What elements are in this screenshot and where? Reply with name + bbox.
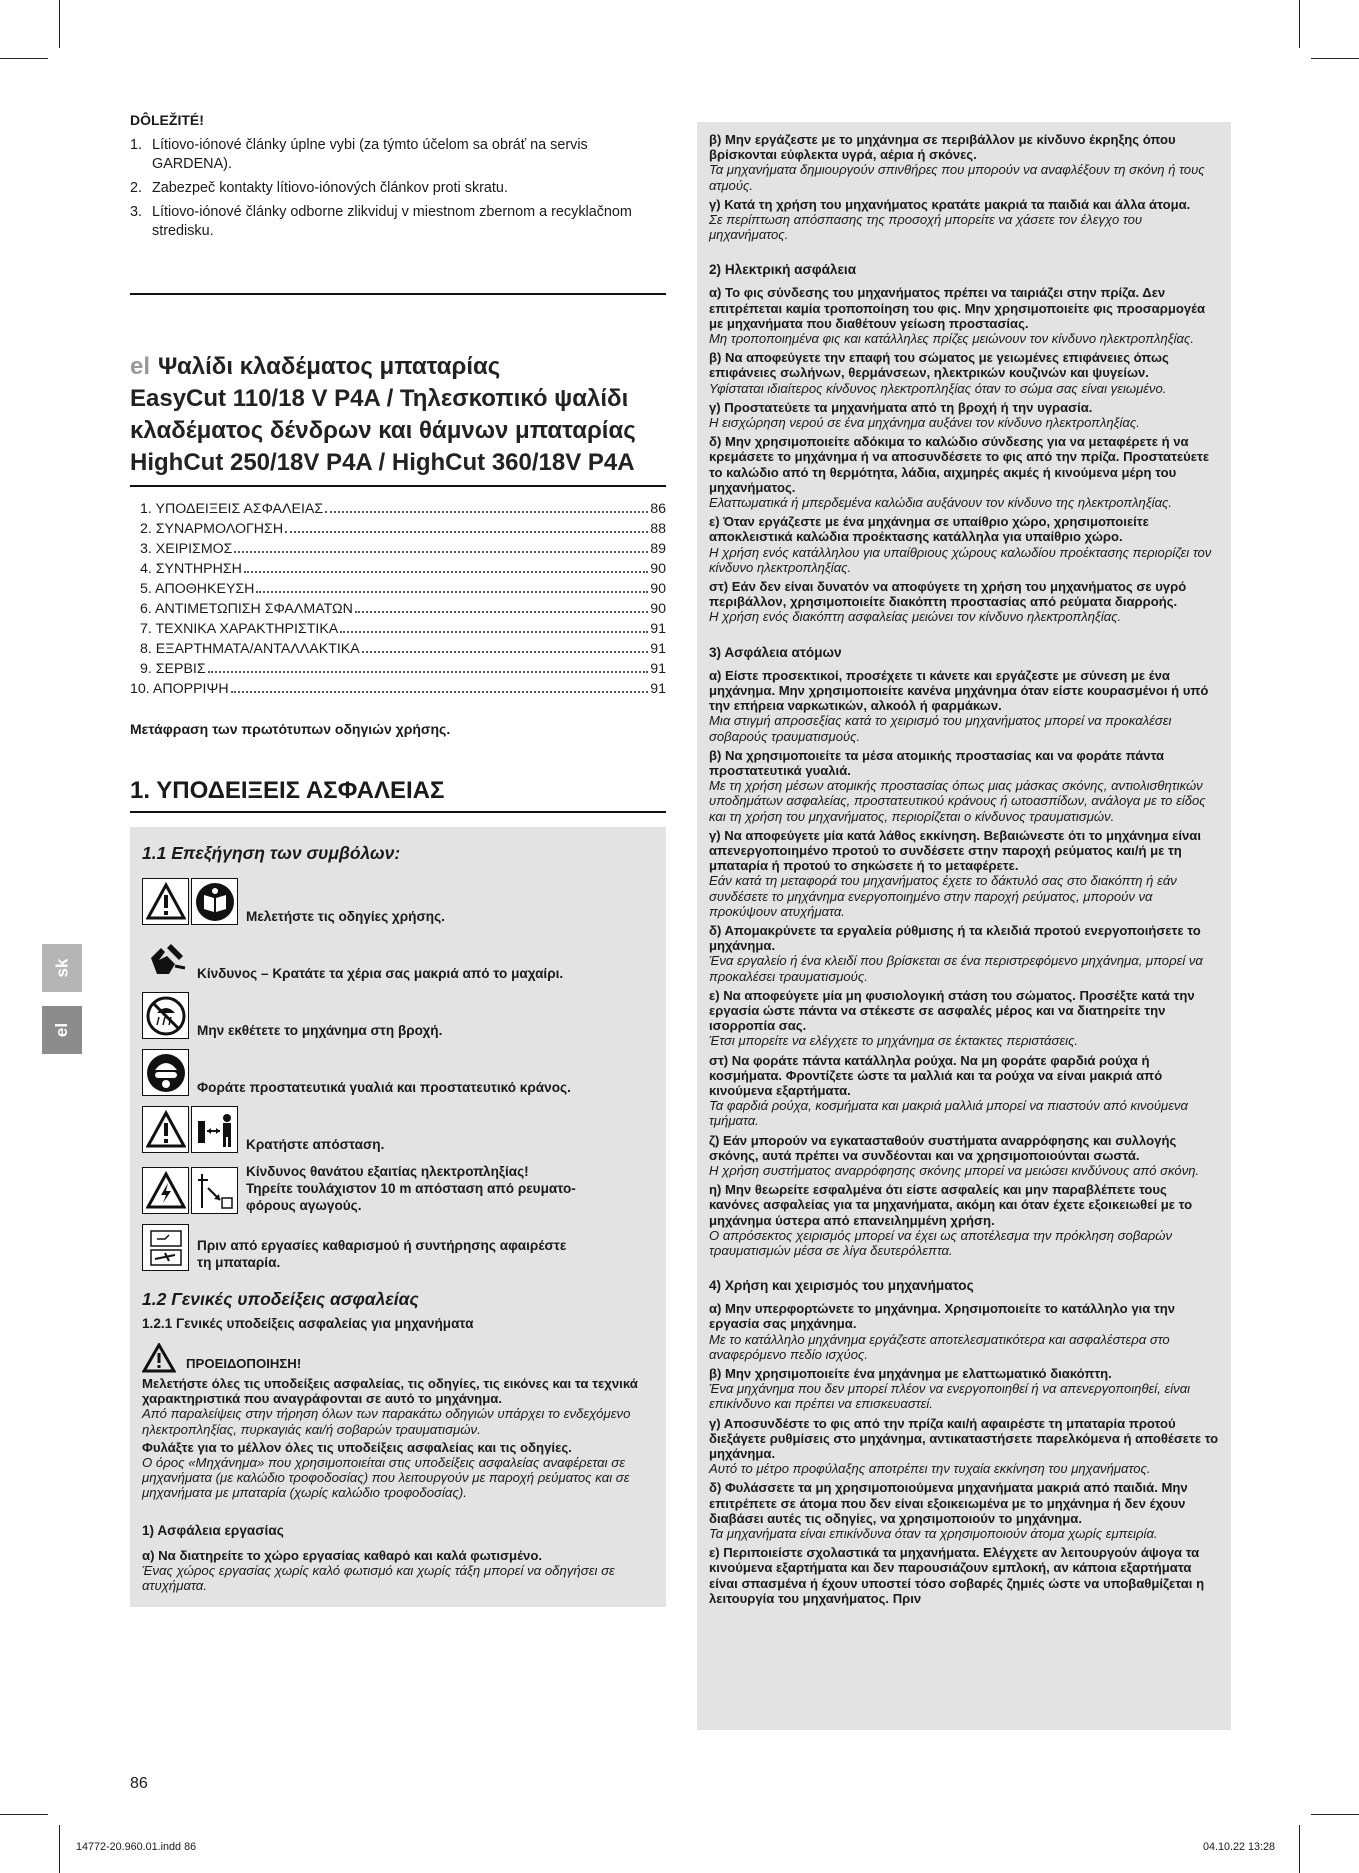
list-item: 2. Zabezpeč kontakty lítiovo-iónových článkov proti skratu. bbox=[130, 180, 508, 196]
paragraph: γ) Κατά τη χρήση του μηχανήματος κρατάτε μακριά τα παιδιά και άλλα άτομα. bbox=[709, 196, 1191, 212]
no-rain-icon bbox=[142, 992, 189, 1039]
paragraph: Τα μηχανήματα είναι επικίνδυνα όταν τα χρησιμοποιούν άτομα χωρίς εμπειρία. bbox=[709, 1526, 1158, 1542]
paragraph: η) Μην θεωρείτε εσφαλμένα ότι είστε ασφαλείς και μην παραβλέπετε τους κανόνες ασφαλείας για τα μηχανήματα, ακόμη και όταν έχετε εξοικειωθεί με το μηχάνημα ύστερα από επανειλημμένη χρήση. bbox=[709, 1182, 1193, 1228]
toc-row[interactable]: 5. ΑΠΟΘΗΚΕΥΣΗ 90 bbox=[140, 581, 666, 597]
symbol-text: Πριν από εργασίες καθαρισμού ή συντήρησης αφαιρέστε τη μπαταρία. bbox=[197, 1238, 567, 1270]
warning-triangle-icon bbox=[142, 1106, 189, 1153]
paragraph: ε) Να αποφεύγετε μία μη φυσιολογική στάση του σώματος. Προσέξτε κατά την εργασία ώστε πάντα να στέκεστε σε ασφαλές μέρος και να διατηρείτε την ισορροπία σας. bbox=[709, 987, 1195, 1034]
slovak-important-title: DÔLEŽITÉ! bbox=[130, 112, 204, 128]
paragraph: β) Μην χρησιμοποιείτε ένα μηχάνημα με ελαττωματικό διακόπτη. bbox=[709, 1366, 1112, 1382]
paragraph: Μελετήστε όλες τις υποδείξεις ασφαλείας, τις οδηγίες, τις εικόνες και τα τεχνικά χαρακτηριστικά που αναγράφονται σε αυτό το μηχάνημα. bbox=[142, 1376, 638, 1407]
paragraph: Φυλάξτε για το μέλλον όλες τις υποδείξεις ασφαλείας και τις οδηγίες. bbox=[142, 1439, 572, 1455]
crop-mark bbox=[59, 0, 60, 48]
left-column bbox=[130, 112, 666, 1607]
warning-row bbox=[142, 1343, 654, 1373]
keep-distance-icon bbox=[191, 1106, 238, 1153]
paragraph: ε) Περιποιείστε σχολαστικά τα μηχανήματα. Ελέγχετε αν λειτουργούν άψογα τα κινούμενα εξαρτήματα και δεν παρουσιάζουν εμπλοκή, αν κάποια εξαρτήματα είναι σπασμένα ή έχουν υποστεί τόσο σοβαρές ζημιές ώστε να υποβαθμίζεται η λειτουργία του μηχανήματος. Πριν bbox=[709, 1545, 1205, 1606]
list-item: 3. Lítiovo-iónové články odborne zlikviduj v miestnom zbernom a recyklačnom stredisku. bbox=[130, 204, 632, 239]
crop-mark bbox=[59, 1825, 60, 1873]
paragraph: Με το κατάλληλο μηχάνημα εργάζεστε αποτελεσματικότερα και ασφαλέστερα στο αναφερόμενο πεδίο ισχύος. bbox=[709, 1331, 1170, 1362]
toc-row[interactable]: 2. ΣΥΝΑΡΜΟΛΟΓΗΣΗ 88 bbox=[140, 521, 666, 537]
paragraph: Ένας χώρος εργασίας χωρίς καλό φωτισμό και χωρίς τάξη μπορεί να οδηγήσει σε ατυχήματα. bbox=[142, 1562, 615, 1594]
paragraph: Ο όρος «Μηχάνημα» που χρησιμοποιείται στις υποδείξεις ασφαλείας αναφέρεται σε μηχανήματα (με καλώδιο τροφοδοσίας) που λειτουργούν με παροχή ρεύματος και σε μηχανήματα με μπαταρία (χωρίς καλώδιο τροφοδοσίας). bbox=[142, 1455, 630, 1501]
hand-cut-icon bbox=[142, 935, 189, 982]
symbol-row bbox=[142, 878, 654, 925]
warning-triangle-icon bbox=[142, 878, 189, 925]
symbol-row bbox=[142, 992, 654, 1039]
toc-row[interactable]: 1. ΥΠΟΔΕΙΞΕΙΣ ΑΣΦΑΛΕΙΑΣ 86 bbox=[140, 501, 666, 517]
crop-mark bbox=[1311, 58, 1359, 59]
paragraph: Τα μηχανήματα δημιουργούν σπινθήρες που μπορούν να αναφλέξουν τη σκόνη ή τους ατμούς. bbox=[709, 162, 1205, 193]
read-manual-icon bbox=[191, 878, 238, 925]
toc-row[interactable]: 10. ΑΠΟΡΡΙΨΗ 91 bbox=[130, 681, 666, 697]
toc-row[interactable]: 8. ΕΞΑΡΤΗΜΑΤΑ/ΑΝΤΑΛΛΑΚΤΙΚΑ 91 bbox=[140, 641, 666, 657]
right-column bbox=[697, 122, 1231, 1730]
slovak-list bbox=[130, 136, 666, 241]
symbol-text: Φοράτε προστατευτικά γυαλιά και προστατευτικό κράνος. bbox=[197, 1080, 571, 1095]
toc-row[interactable]: 4. ΣΥΝΤΗΡΗΣΗ 90 bbox=[140, 561, 666, 577]
paragraph: Έτσι μπορείτε να ελέγχετε το μηχάνημα σε έκτακτες περιστάσεις. bbox=[709, 1033, 1079, 1049]
goggles-helmet-icon bbox=[142, 1049, 189, 1096]
paragraph: ε) Όταν εργάζεστε με ένα μηχάνημα σε υπαίθριο χώρο, χρησιμοποιείτε αποκλειστικά καλώδια προέκτασης κατάλληλα για υπαίθριο χώρο. bbox=[709, 514, 1149, 545]
paragraph: β) Μην εργάζεστε με το μηχάνημα σε περιβάλλον με κίνδυνο έκρηξης όπου βρίσκονται εύφλεκτα υγρά, αέρια ή σκόνες. bbox=[709, 132, 1176, 163]
section-heading: 4) Χρήση και χειρισμός του μηχανήματος bbox=[709, 1278, 974, 1294]
subsection-heading: 1.2.1 Γενικές υποδείξεις ασφαλείας για μηχανήματα bbox=[142, 1316, 474, 1331]
symbol-text: Κρατήστε απόσταση. bbox=[246, 1137, 385, 1152]
divider bbox=[130, 811, 666, 813]
paragraph: γ) Να αποφεύγετε μία κατά λάθος εκκίνηση. Βεβαιώνεστε ότι το μηχάνημα είναι απενεργοποιημένο προτού το συνδέσετε στην παροχή ρεύματος και/ή με τη μπαταρία ή προτού το σηκώσετε ή το μεταφέρετε. bbox=[709, 827, 1201, 874]
paragraph: γ) Προστατεύετε τα μηχανήματα από τη βροχή ή την υγρασία. bbox=[709, 399, 1093, 415]
symbol-text: Κίνδυνος θανάτου εξαιτίας ηλεκτροπληξίας! Τηρείτε τουλάχιστον 10 m απόσταση από ρευματο- φόρους αγωγούς. bbox=[246, 1164, 576, 1213]
language-tab-sk: sk bbox=[42, 944, 82, 992]
paragraph: β) Να χρησιμοποιείτε τα μέσα ατομικής προστασίας και να φοράτε πάντα προστατευτικά γυαλιά. bbox=[709, 747, 1165, 778]
warning-triangle-icon bbox=[142, 1343, 176, 1373]
paragraph: Ο απρόσεκτος χειρισμός μπορεί να έχει ως αποτέλεσμα την πρόκληση σοβαρών τραυματισμών μέσα σε λίγα δευτερόλεπτα. bbox=[709, 1227, 1173, 1258]
paragraph: Η εισχώρηση νερού σε ένα μηχάνημα αυξάνει τον κίνδυνο ηλεκτροπληξίας. bbox=[709, 415, 1140, 431]
symbol-row bbox=[142, 1049, 654, 1096]
section-heading: 1) Ασφάλεια εργασίας bbox=[142, 1522, 284, 1538]
paragraph: Μια στιγμή απροσεξίας κατά το χειρισμό του μηχανήματος μπορεί να προκαλέσει σοβαρούς τραυματισμούς. bbox=[709, 713, 1172, 744]
divider bbox=[130, 485, 666, 487]
toc-row[interactable]: 7. ΤΕΧΝΙΚΑ ΧΑΡΑΚΤΗΡΙΣΤΙΚΑ 91 bbox=[140, 621, 666, 637]
crop-mark bbox=[1299, 0, 1300, 48]
paragraph: Μη τροποποιημένα φις και κατάλληλες πρίζες μειώνουν τον κίνδυνο ηλεκτροπληξίας. bbox=[709, 331, 1194, 347]
paragraph: δ) Μην χρησιμοποιείτε αδόκιμα το καλώδιο σύνδεσης για να μεταφέρετε ή να κρεμάσετε το μηχάνημα ή να αποσυνδέσετε το φις από την πρίζα. Προστατεύετε το καλώδιο από τη θερμότητα, λάδια, αιχμηρές ακμές ή κινούμενα μέρη του μηχανήματος. bbox=[709, 434, 1210, 495]
toc-row[interactable]: 6. ΑΝΤΙΜΕΤΩΠΙΣΗ ΣΦΑΛΜΑΤΩΝ 90 bbox=[140, 601, 666, 617]
crop-mark bbox=[1299, 1825, 1300, 1873]
paragraph: α) Το φις σύνδεσης του μηχανήματος πρέπει να ταιριάζει στην πρίζα. Δεν επιτρέπεται καμία τροποποίηση του φις. Μην χρησιμοποιείτε φις προσαρμογέα με μηχανήματα που διαθέτουν γείωση προστασίας. bbox=[709, 285, 1206, 331]
paragraph: Ένα μηχάνημα που δεν μπορεί πλέον να ενεργοποιηθεί ή να απενεργοποιηθεί, είναι επικίνδυνο και πρέπει να επισκευαστεί. bbox=[709, 1381, 1191, 1412]
symbol-text: Μην εκθέτετε το μηχάνημα στη βροχή. bbox=[197, 1023, 443, 1038]
paragraph: δ) Φυλάσσετε τα μη χρησιμοποιούμενα μηχανήματα μακριά από παιδιά. Μην επιτρέπετε σε άτομα που δεν είναι εξοικειωμένα με το μηχάνημα ή δεν έχουν διαβάσει αυτές τις οδηγίες, να χρησιμοποιούν το μηχάνημα. bbox=[709, 1480, 1188, 1526]
paragraph: Η χρήση ενός διακόπτη ασφαλείας μειώνει τον κίνδυνο ηλεκτροπληξίας. bbox=[709, 609, 1122, 625]
paragraph: Αυτό το μέτρο προφύλαξης αποτρέπει την τυχαία εκκίνηση του μηχανήματος. bbox=[709, 1461, 1151, 1477]
power-line-distance-icon bbox=[191, 1167, 238, 1214]
paragraph: α) Να διατηρείτε το χώρο εργασίας καθαρό και καλά φωτισμένο. bbox=[142, 1547, 543, 1563]
symbol-row bbox=[142, 1163, 654, 1214]
list-item: 1. Lítiovo-iónové články úplne vybi (za týmto účelom sa obráť na servis GARDENA). bbox=[130, 137, 588, 172]
paragraph: α) Είστε προσεκτικοί, προσέχετε τι κάνετε και εργάζεστε με σύνεση με ένα μηχάνημα. Μην χρησιμοποιείτε κανένα μηχάνημα όταν είστε κουρασμένοι ή υπό την επήρεια ναρκωτικών, αλκοόλ ή φαρμάκων. bbox=[709, 667, 1209, 714]
general-safety-heading: 1.2 Γενικές υποδείξεις ασφαλείας bbox=[142, 1289, 419, 1309]
paragraph: Εάν κατά τη μεταφορά του μηχανήματος έχετε το δάκτυλό σας στο διακόπτη ή εάν συνδέσετε το μηχάνημα ενεργοποιημένο στην παροχή ρεύματος, μπορούν να προκύψουν ατυχήματα. bbox=[709, 873, 1177, 919]
paragraph: Τα φαρδιά ρούχα, κοσμήματα και μακριά μαλλιά μπορεί να πιαστούν από κινούμενα τμήματα. bbox=[709, 1098, 1188, 1129]
symbol-row bbox=[142, 1106, 654, 1153]
symbols-heading: 1.1 Επεξήγηση των συμβόλων: bbox=[142, 843, 401, 863]
paragraph: δ) Απομακρύνετε τα εργαλεία ρύθμισης ή τα κλειδιά προτού ενεργοποιήσετε το μηχάνημα. bbox=[709, 922, 1201, 954]
footer-timestamp: 04.10.22 13:28 bbox=[1203, 1841, 1276, 1853]
paragraph: Ένα εργαλείο ή ένα κλειδί που βρίσκεται σε ένα περιστρεφόμενο μηχάνημα, μπορεί να προκαλέσει τραυματισμούς. bbox=[709, 953, 1203, 984]
paragraph: Από παραλείψεις στην τήρηση όλων των παρακάτω οδηγιών υπάρχει το ενδεχόμενο ηλεκτροπληξίας, πυρκαγιάς και/ή σοβαρών τραυματισμών. bbox=[142, 1406, 631, 1437]
language-tab-el: el bbox=[42, 1006, 82, 1054]
symbol-row bbox=[142, 935, 654, 982]
paragraph: στ) Να φοράτε πάντα κατάλληλα ρούχα. Να μη φοράτε φαρδιά ρούχα ή κοσμήματα. Φροντίζετε ώστε τα μαλλιά και τα ρούχα να είναι μακριά από κινούμενα εξαρτήματα. bbox=[709, 1052, 1163, 1098]
section-heading: 1. ΥΠΟΔΕΙΞΕΙΣ ΑΣΦΑΛΕΙΑΣ bbox=[130, 777, 445, 804]
warning-label: ΠΡΟΕΙΔΟΠΟΙΗΣΗ! bbox=[186, 1355, 302, 1371]
paragraph: Υφίσταται ιδιαίτερος κίνδυνος ηλεκτροπληξίας όταν το σώμα σας είναι γειωμένο. bbox=[709, 380, 1167, 396]
paragraph: ζ) Εάν μπορούν να εγκατασταθούν συστήματα αναρρόφησης και συλλογής σκόνης, αυτά πρέπει να συνδέονται και να χρησιμοποιούνται σωστά. bbox=[709, 1132, 1177, 1163]
page-number: 86 bbox=[130, 1775, 148, 1792]
paragraph: Με τη χρήση μέσων ατομικής προστασίας όπως μιας μάσκας σκόνης, αντιολισθητικών υποδημάτων ασφαλείας, προστατευτικού κράνους ή ωτοασπίδων, ανάλογα με το είδος και τη χρήση του μηχανήματος, περιορίζεται ο κίνδυνος τραυματισμών. bbox=[709, 778, 1206, 824]
paragraph: στ) Εάν δεν είναι δυνατόν να αποφύγετε τη χρήση του μηχανήματος σε υγρό περιβάλλον, χρησιμοποιείτε διακόπτη προστασίας από ρεύματα διαρροής. bbox=[709, 579, 1187, 610]
crop-mark bbox=[0, 58, 48, 59]
safety-box bbox=[130, 827, 666, 1607]
symbol-text: Μελετήστε τις οδηγίες χρήσης. bbox=[246, 909, 445, 924]
translation-note: Μετάφραση των πρωτότυπων οδηγιών χρήσης. bbox=[130, 721, 451, 737]
document-title: el Ψαλίδι κλαδέματος μπαταρίας EasyCut 110/18 V P4A / Τηλεσκοπικό ψαλίδι κλαδέματος δένδρων και θάμνων μπαταρίας HighCut 250/18V P4A / HighCut 360/18V P4A bbox=[130, 353, 636, 476]
toc-row[interactable]: 9. ΣΕΡΒΙΣ 91 bbox=[140, 661, 666, 677]
crop-mark bbox=[0, 1814, 48, 1815]
paragraph: Ελαττωματικά ή μπερδεμένα καλώδια αυξάνουν τον κίνδυνο της ηλεκτροπληξίας. bbox=[709, 495, 1173, 511]
crop-mark bbox=[1311, 1814, 1359, 1815]
symbol-row bbox=[142, 1224, 654, 1271]
section-heading: 2) Ηλεκτρική ασφάλεια bbox=[709, 262, 857, 278]
paragraph: Σε περίπτωση απόσπασης της προσοχή μπορείτε να χάσετε τον έλεγχο του μηχανήματος. bbox=[709, 212, 1143, 243]
paragraph: α) Μην υπερφορτώνετε το μηχάνημα. Χρησιμοποιείτε το κατάλληλο για την εργασία σας μηχάνημα. bbox=[709, 1301, 1176, 1332]
paragraph: γ) Αποσυνδέστε το φις από την πρίζα και/ή αφαιρέστε τη μπαταρία προτού διεξάγετε ρυθμίσεις στο μηχάνημα, αντικαταστήσετε παρελκόμενα ή αποθέσετε το μηχάνημα. bbox=[709, 1415, 1219, 1462]
symbol-text: Κίνδυνος – Κρατάτε τα χέρια σας μακριά από το μαχαίρι. bbox=[197, 966, 564, 981]
paragraph: Η χρήση συστήματος αναρρόφησης σκόνης μπορεί να μειώσει κινδύνους από σκόνη. bbox=[709, 1162, 1200, 1178]
electric-warning-icon bbox=[142, 1167, 189, 1214]
section-heading: 3) Ασφάλεια ατόμων bbox=[709, 644, 842, 660]
paragraph: Η χρήση ενός κατάλληλου για υπαίθριους χώρους καλωδίου προέκτασης περιορίζει τον κίνδυνο ηλεκτροπληξίας. bbox=[709, 544, 1212, 575]
footer-file-info: 14772-20.960.01.indd 86 bbox=[76, 1841, 197, 1853]
toc-row[interactable]: 3. ΧΕΙΡΙΣΜΟΣ 89 bbox=[140, 541, 666, 557]
table-of-contents bbox=[130, 499, 666, 699]
divider bbox=[130, 293, 666, 295]
paragraph: β) Να αποφεύγετε την επαφή του σώματος με γειωμένες επιφάνειες όπως επιφάνειες σωλήνων, θερμάνσεων, ηλεκτρικών κουζινών και ψυγείων. bbox=[709, 350, 1169, 381]
remove-battery-icon bbox=[142, 1224, 189, 1271]
